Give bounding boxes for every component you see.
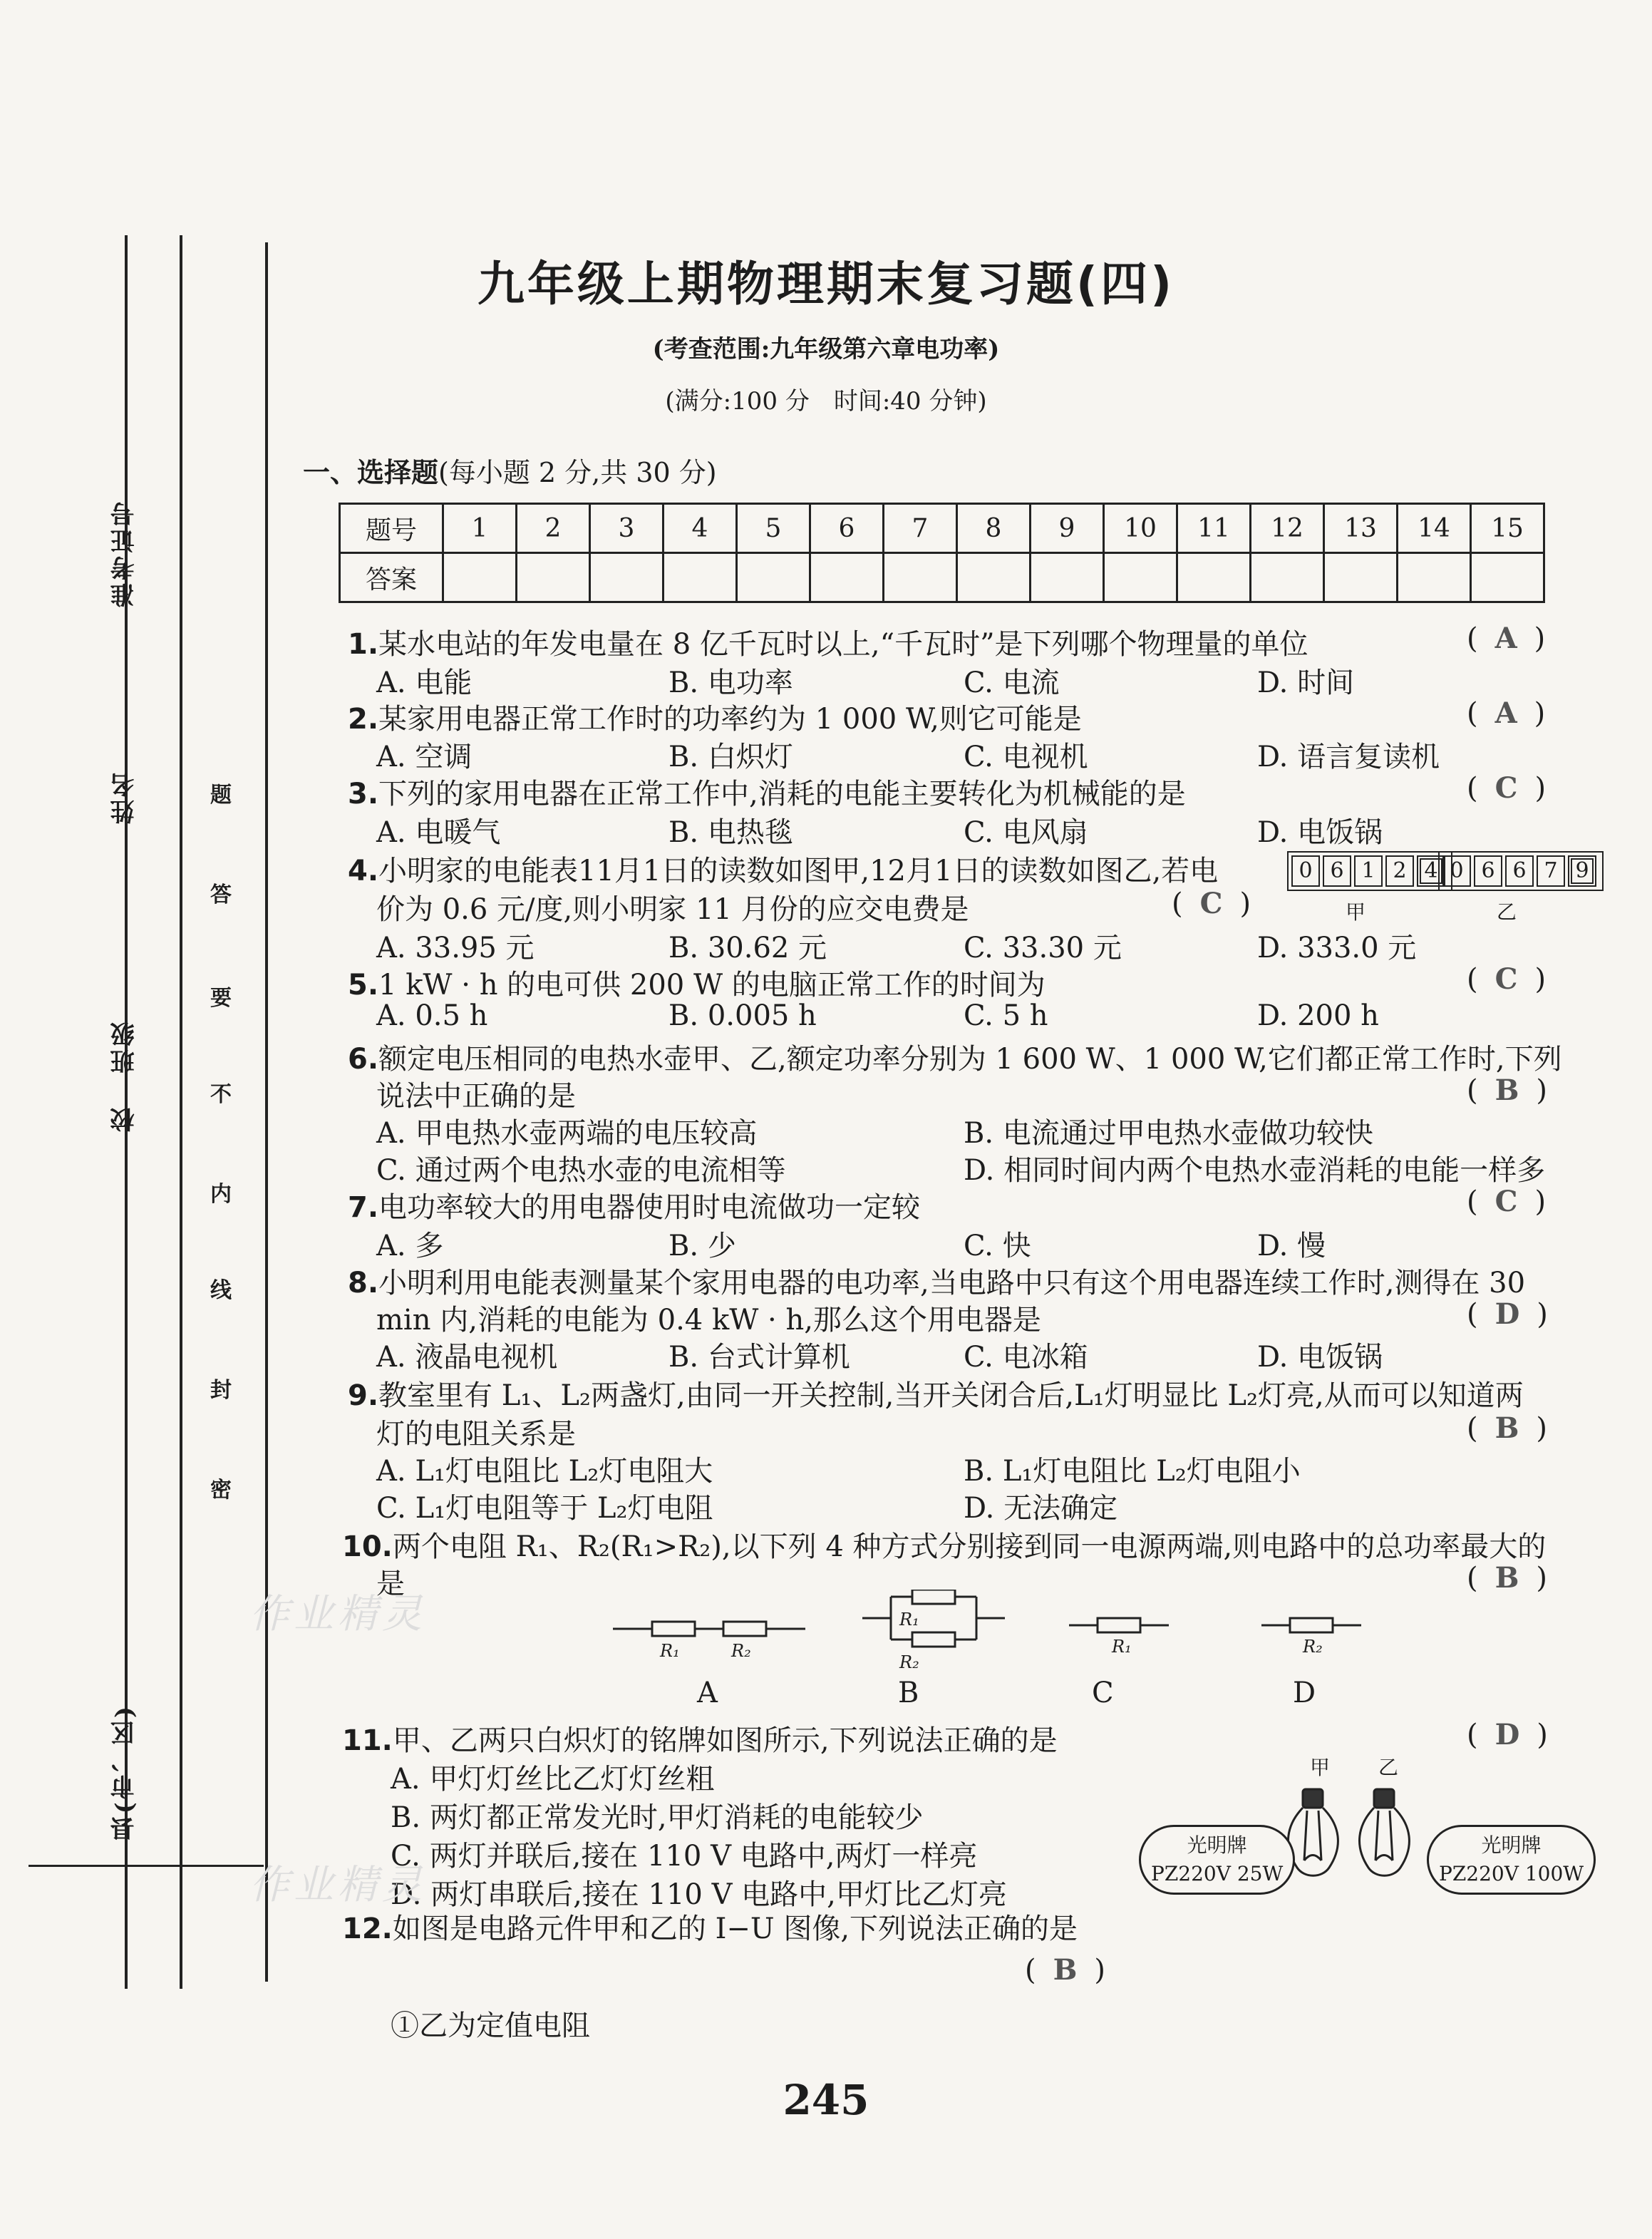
meter-digit: 2: [1385, 855, 1414, 887]
meter-digit: 7: [1537, 855, 1565, 887]
option[interactable]: C. 两灯并联后,接在 110 V 电路中,两灯一样亮: [391, 1840, 978, 1873]
answer-table-header-row: [340, 504, 1544, 553]
resistor-label-r2: R₂: [731, 1641, 751, 1661]
question-2: 2.某家用电器正常工作时的功率约为 1 000 W,则它可能是: [348, 703, 1082, 736]
county-label: 县(市、区): [110, 1704, 139, 1841]
option[interactable]: A. 空调: [376, 741, 473, 773]
answer-bracket: ( B ): [1025, 1953, 1106, 1987]
answer-bracket: ( C ): [1467, 771, 1547, 805]
circuit-option-d[interactable]: D: [1293, 1677, 1316, 1709]
answer-cell[interactable]: [590, 553, 664, 602]
answer-cell[interactable]: [517, 553, 590, 602]
answer-bracket: ( C ): [1467, 1185, 1547, 1218]
question-3: 3.下列的家用电器在正常工作中,消耗的电能主要转化为机械能的是: [348, 778, 1186, 810]
bulb-icon: [1360, 1789, 1410, 1875]
exam-meta: (满分:100 分 时间:40 分钟): [665, 387, 987, 416]
meter-yi: [1438, 851, 1604, 891]
option[interactable]: C. 电风扇: [964, 816, 1088, 849]
name-label: 姓名: [110, 770, 139, 824]
option[interactable]: D. 电饭锅: [1257, 1341, 1383, 1374]
resistor-label-r2: R₂: [1303, 1637, 1323, 1657]
table-cell: 4: [664, 504, 737, 553]
question-4: 4.小明家的电能表11月1日的读数如图甲,12月1日的读数如图乙,若电: [348, 855, 1219, 887]
answer-cell[interactable]: [1251, 553, 1324, 602]
meter-jia: [1287, 851, 1452, 891]
circuit-d: [1261, 1618, 1361, 1632]
option[interactable]: C. 5 h: [964, 999, 1048, 1032]
seal-char: 答: [210, 882, 232, 907]
exam-scope: (考查范围:九年级第六章电功率): [652, 335, 1000, 364]
meter-digit: 0: [1291, 855, 1320, 887]
question-5: 5.1 kW · h 的电可供 200 W 的电脑正常工作的时间为: [348, 969, 1046, 1002]
bulb-spec: PZ220V 100W: [1439, 1862, 1584, 1885]
answer-bracket: ( C ): [1467, 962, 1547, 996]
circuit-a: [613, 1622, 805, 1636]
option[interactable]: C. 通过两个电热水壶的电流相等: [376, 1154, 786, 1187]
circuit-c: [1069, 1618, 1169, 1632]
answer-table-answer-row: [340, 553, 1544, 602]
option[interactable]: C. L₁灯电阻等于 L₂灯电阻: [376, 1492, 713, 1525]
answer-bracket: ( D ): [1467, 1718, 1548, 1751]
option[interactable]: C. 快: [964, 1230, 1031, 1262]
answer-bracket: ( B ): [1467, 1411, 1548, 1445]
option[interactable]: A. L₁灯电阻比 L₂灯电阻大: [376, 1455, 713, 1488]
page-title: 九年级上期物理期末复习题(四): [477, 257, 1175, 312]
option[interactable]: A. 液晶电视机: [376, 1341, 558, 1374]
option[interactable]: B. 两灯都正常发光时,甲灯消耗的电能较少: [391, 1801, 924, 1834]
answer-bracket: ( B ): [1467, 1074, 1548, 1107]
table-cell: 13: [1324, 504, 1398, 553]
circuit-option-c[interactable]: C: [1092, 1677, 1114, 1709]
bulb-yi-label: 乙: [1378, 1756, 1399, 1779]
option[interactable]: A. 电暖气: [376, 816, 501, 849]
circuit-option-b[interactable]: B: [898, 1677, 919, 1709]
question-12: 12.如图是电路元件甲和乙的 I−U 图像,下列说法正确的是: [342, 1913, 1078, 1945]
option[interactable]: B. 30.62 元: [668, 932, 827, 964]
question-8: 8.小明利用电能表测量某个家用电器的电功率,当电路中只有这个用电器连续工作时,测得在 30: [348, 1267, 1526, 1299]
county-divider: [29, 1865, 264, 1867]
option[interactable]: D. 无法确定: [964, 1492, 1118, 1525]
option[interactable]: A. 多: [376, 1230, 444, 1262]
answer-cell[interactable]: [737, 553, 810, 602]
bulb-brand: 光明牌: [1481, 1833, 1542, 1857]
answer-cell[interactable]: [957, 553, 1031, 602]
option[interactable]: D. 语言复读机: [1257, 741, 1440, 773]
option[interactable]: B. L₁灯电阻比 L₂灯电阻小: [964, 1455, 1301, 1488]
option[interactable]: D. 慢: [1257, 1230, 1326, 1262]
option[interactable]: B. 电流通过甲电热水壶做功较快: [964, 1117, 1373, 1150]
option[interactable]: A. 0.5 h: [376, 999, 488, 1032]
seal-char: 封: [210, 1378, 232, 1403]
table-cell: 10: [1104, 504, 1177, 553]
table-cell: 14: [1398, 504, 1471, 553]
seal-char: 不: [210, 1082, 232, 1107]
table-cell: 8: [957, 504, 1031, 553]
option[interactable]: B. 电热毯: [668, 816, 793, 849]
margin-line-middle: [180, 235, 182, 1989]
bulb-icon: [1289, 1789, 1338, 1875]
answer-cell[interactable]: [884, 553, 957, 602]
circuit-diagrams: [599, 1590, 1368, 1682]
answer-cell[interactable]: [1324, 553, 1398, 602]
question-4-line2: 价为 0.6 元/度,则小明家 11 月份的应交电费是: [376, 893, 969, 926]
option[interactable]: B. 0.005 h: [668, 999, 817, 1032]
bulb-jia-label: 甲: [1310, 1756, 1331, 1779]
meter-digit: 6: [1323, 855, 1351, 887]
option[interactable]: D. 两灯串联后,接在 110 V 电路中,甲灯比乙灯亮: [391, 1878, 1007, 1911]
option[interactable]: C. 33.30 元: [964, 932, 1122, 964]
answer-bracket: ( A ): [1467, 622, 1546, 655]
meter-digit: 0: [1442, 855, 1471, 887]
resistor-label-r1: R₁: [660, 1641, 680, 1661]
margin-line-inner: [265, 242, 268, 1982]
answer-cell[interactable]: [664, 553, 737, 602]
resistor-label-r1: R₁: [1112, 1637, 1132, 1657]
table-cell: 7: [884, 504, 957, 553]
question-6: 6.额定电压相同的电热水壶甲、乙,额定功率分别为 1 600 W、1 000 W,它们都正常工作时,下列: [348, 1043, 1562, 1076]
question-10-line2: 是: [376, 1568, 405, 1600]
class-label: 班级: [110, 1019, 139, 1074]
section-heading-bold: 一、选择题: [303, 457, 439, 488]
bulb-yi-plate: [1427, 1825, 1596, 1895]
answer-cell[interactable]: [1177, 553, 1251, 602]
option[interactable]: C. 电视机: [964, 741, 1088, 773]
table-cell: 9: [1031, 504, 1104, 553]
seal-char: 题: [210, 783, 232, 808]
answer-bracket: ( D ): [1467, 1297, 1548, 1331]
page-number: 245: [783, 2076, 869, 2124]
bulb-brand: 光明牌: [1187, 1833, 1247, 1857]
statement: ①乙为定值电阻: [391, 2009, 590, 2042]
answer-table: [339, 503, 1545, 603]
option[interactable]: A. 甲灯灯丝比乙灯灯丝粗: [391, 1763, 715, 1796]
table-cell: 6: [810, 504, 884, 553]
answer-cell[interactable]: [1104, 553, 1177, 602]
meter-digit: 6: [1505, 855, 1534, 887]
question-9: 9.教室里有 L₁、L₂两盏灯,由同一开关控制,当开关闭合后,L₁灯明显比 L₂灯亮,从而可以知道两: [348, 1379, 1524, 1412]
table-cell: 2: [517, 504, 590, 553]
meter-yi-label: 乙: [1497, 900, 1517, 924]
table-cell: 12: [1251, 504, 1324, 553]
answer-cell[interactable]: [1031, 553, 1104, 602]
question-8-line2: min 内,消耗的电能为 0.4 kW · h,那么这个用电器是: [376, 1304, 1041, 1337]
option[interactable]: B. 电功率: [668, 666, 793, 699]
bulb-jia-plate: [1139, 1825, 1295, 1895]
resistor-label-r1: R₁: [899, 1610, 919, 1630]
meter-digit: 6: [1474, 855, 1502, 887]
question-1: 1.某水电站的年发电量在 8 亿千瓦时以上,“千瓦时”是下列哪个物理量的单位: [348, 628, 1308, 661]
table-cell: 15: [1471, 504, 1544, 553]
answer-cell[interactable]: [1471, 553, 1544, 602]
bulb-icons: [1283, 1782, 1425, 1889]
question-9-line2: 灯的电阻关系是: [376, 1418, 576, 1451]
option[interactable]: C. 电流: [964, 666, 1060, 699]
meter-digit: 1: [1354, 855, 1383, 887]
answer-bracket: ( A ): [1467, 696, 1546, 730]
option[interactable]: B. 白炽灯: [668, 741, 793, 773]
table-cell: 1: [443, 504, 517, 553]
answer-cell[interactable]: [810, 553, 884, 602]
option[interactable]: D. 电饭锅: [1257, 816, 1383, 849]
bulb-spec: PZ220V 25W: [1151, 1862, 1284, 1885]
answer-cell[interactable]: [443, 553, 517, 602]
seal-char: 内: [210, 1182, 232, 1207]
answer-cell[interactable]: [1398, 553, 1471, 602]
answer-bracket: ( C ): [1172, 887, 1251, 920]
option[interactable]: A. 33.95 元: [376, 932, 535, 964]
meter-digit: 4: [1417, 855, 1445, 887]
table-cell: 5: [737, 504, 810, 553]
option[interactable]: A. 电能: [376, 666, 473, 699]
option[interactable]: D. 333.0 元: [1257, 932, 1417, 964]
seal-char: 密: [210, 1478, 232, 1503]
question-11: 11.甲、乙两只白炽灯的铭牌如图所示,下列说法正确的是: [342, 1724, 1058, 1757]
question-10: 10.两个电阻 R₁、R₂(R₁>R₂),以下列 4 种方式分别接到同一电源两端,则电路中的总功率最大的: [342, 1530, 1547, 1563]
option[interactable]: D. 相同时间内两个电热水壶消耗的电能一样多: [964, 1154, 1546, 1187]
resistor-label-r2: R₂: [899, 1652, 919, 1672]
question-7: 7.电功率较大的用电器使用时电流做功一定较: [348, 1191, 921, 1224]
section-heading: [303, 451, 717, 490]
table-cell: 3: [590, 504, 664, 553]
seal-char: 要: [210, 986, 232, 1011]
school-label: 校: [110, 1105, 139, 1132]
circuit-b: [862, 1590, 1005, 1647]
question-6-line2: 说法中正确的是: [376, 1080, 576, 1113]
answer-bracket: ( B ): [1467, 1561, 1548, 1595]
section-heading-rest: (每小题 2 分,共 30 分): [438, 457, 717, 488]
table-cell: 题号: [340, 504, 443, 553]
exam-id-label: 准考证号: [110, 499, 139, 607]
option[interactable]: D. 时间: [1257, 666, 1355, 699]
watermark: 作业精灵: [249, 1862, 426, 1908]
option[interactable]: C. 电冰箱: [964, 1341, 1088, 1374]
option[interactable]: A. 甲电热水壶两端的电压较高: [376, 1117, 758, 1150]
table-cell: 11: [1177, 504, 1251, 553]
table-cell: 答案: [340, 553, 443, 602]
circuit-option-a[interactable]: A: [697, 1677, 718, 1709]
meter-jia-label: 甲: [1346, 900, 1366, 924]
watermark: 作业精灵: [249, 1591, 426, 1637]
meter-digit: 9: [1568, 855, 1596, 887]
seal-char: 线: [210, 1278, 232, 1303]
option[interactable]: B. 台式计算机: [668, 1341, 850, 1374]
option[interactable]: D. 200 h: [1257, 999, 1379, 1032]
option[interactable]: B. 少: [668, 1230, 736, 1262]
